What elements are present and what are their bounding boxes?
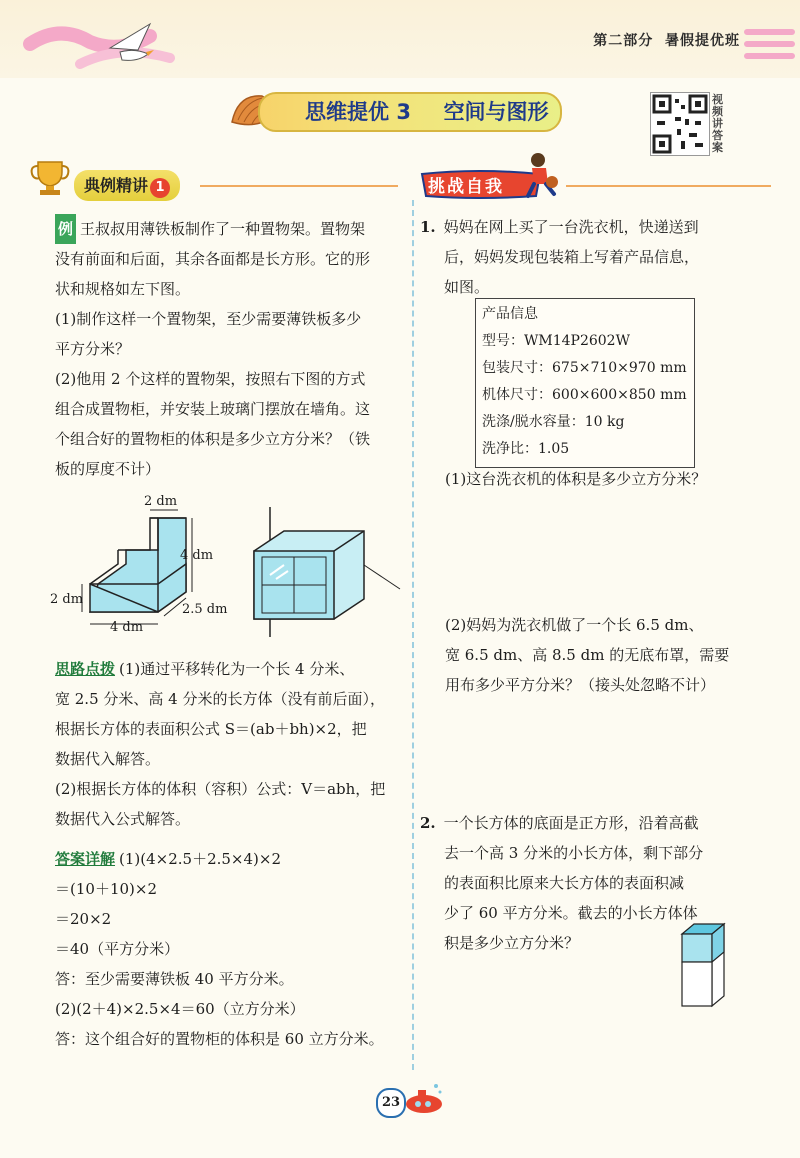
hint-line: 根据长方体的表面积公式 S＝(ab＋bh)×2，把 — [55, 720, 367, 738]
hint-line: 数据代入解答。 — [55, 750, 161, 768]
hint-line: 思路点拨 (1)通过平移转化为一个长 4 分米、 — [55, 660, 355, 678]
answer-line: ＝(10＋10)×2 — [55, 880, 157, 898]
page-title — [305, 96, 549, 126]
q2-line: 少了 60 平方分米。截去的小长方体体 — [444, 904, 698, 922]
section-rule-right — [566, 185, 771, 187]
title-number: 3 — [396, 100, 411, 124]
answer-line: ＝40（平方分米） — [55, 940, 180, 958]
submarine-icon — [402, 1080, 446, 1118]
hint-block — [55, 654, 397, 834]
q1-line: 如图。 — [444, 278, 490, 296]
header-text — [593, 30, 740, 50]
info-title: 产品信息 — [482, 306, 538, 322]
page-number: 23 — [376, 1088, 406, 1118]
example-tag: 例 — [55, 214, 76, 244]
info-row: 洗涤/脱水容量：10 kg — [482, 414, 625, 430]
cuboid-figure — [678, 920, 728, 1012]
answer-line: ＝20×2 — [55, 910, 112, 928]
hint-line: (2)根据长方体的体积（容积）公式：V＝abh，把 — [55, 780, 386, 798]
info-row: 洗净比：1.05 — [482, 441, 570, 457]
dim-depth: 2.5 dm — [182, 602, 228, 617]
q1-sub2-line: (2)妈妈为洗衣机做了一个长 6.5 dm、 — [445, 616, 704, 634]
column-divider — [412, 200, 414, 1070]
q1-sub1: (1)这台洗衣机的体积是多少立方分米？ — [445, 470, 707, 488]
answer-line: 答：这个组合好的置物柜的体积是 60 立方分米。 — [55, 1030, 384, 1048]
question-1 — [420, 212, 765, 302]
hint-tag: 思路点拨 — [55, 660, 116, 678]
header-course: 暑假提优班 — [665, 33, 740, 49]
q2-number: 2. — [420, 814, 436, 832]
q1-line: 后，妈妈发现包装箱上写着产品信息， — [444, 248, 700, 266]
problem-line: 组合成置物柜，并安装上玻璃门摆放在墙角。这 — [55, 400, 371, 418]
section-rule-left — [200, 185, 398, 187]
answer-line: (2)(2＋4)×2.5×4＝60（立方分米） — [55, 1000, 305, 1018]
trophy-icon — [28, 158, 72, 196]
problem-line: 例 王叔叔用薄铁板制作了一种置物架。置物架 — [55, 214, 397, 244]
boy-running-icon — [520, 150, 566, 200]
section-label-text: 典例精讲 — [84, 176, 149, 195]
problem-line: (1)制作这样一个置物架，至少需要薄铁板多少 — [55, 310, 362, 328]
q1-number: 1. — [420, 218, 436, 236]
info-row: 包装尺寸：675×710×970 mm — [482, 360, 687, 376]
q1-sub2-line: 用布多少平方分米？（接头处忽略不计） — [445, 676, 716, 694]
q1-line: 1. 妈妈在网上买了一台洗衣机，快递送到 — [420, 218, 699, 236]
answer-line: 答案详解 (1)(4×2.5＋2.5×4)×2 — [55, 850, 282, 868]
dim-top: 2 dm — [144, 494, 178, 509]
dim-bottom: 4 dm — [110, 620, 144, 635]
problem-line: 没有前面和后面，其余各面都是长方形。它的形 — [55, 250, 371, 268]
info-row: 型号：WM14P2602W — [482, 333, 630, 349]
seagull-illustration — [20, 14, 240, 78]
problem-line: (2)他用 2 个这样的置物架，按照右下图的方式 — [55, 370, 366, 388]
q2-line: 2. 一个长方体的底面是正方形，沿着高截 — [420, 814, 699, 832]
problem-line: 板的厚度不计） — [55, 460, 161, 478]
hint-line: 宽 2.5 分米、高 4 分米的长方体（没有前后面）， — [55, 690, 385, 708]
q1-sub2-line: 宽 6.5 dm、高 8.5 dm 的无底布罩，需要 — [445, 646, 730, 664]
answer-line: 答：至少需要薄铁板 40 平方分米。 — [55, 970, 294, 988]
qr-label: 视频讲答案 — [712, 93, 723, 154]
shelf-figure — [40, 488, 240, 640]
cabinet-figure — [240, 505, 410, 639]
dim-left: 2 dm — [50, 592, 84, 607]
section-label-example — [74, 170, 180, 201]
title-topic: 空间与图形 — [443, 100, 549, 124]
dim-right: 4 dm — [180, 548, 214, 563]
pink-wave-decoration — [742, 22, 800, 62]
q2-line: 的表面积比原来大长方体的表面积减 — [444, 874, 685, 892]
title-label: 思维提优 — [305, 100, 389, 124]
section-number-badge: 1 — [150, 178, 170, 198]
answer-tag: 答案详解 — [55, 850, 116, 868]
q2-line: 积是多少立方分米？ — [444, 934, 580, 952]
problem-line: 平方分米？ — [55, 340, 131, 358]
challenge-label: 挑战自我 — [428, 177, 504, 197]
q2-line: 去一个高 3 分米的小长方体，剩下部分 — [444, 844, 704, 862]
hint-line: 数据代入公式解答。 — [55, 810, 191, 828]
problem-line: 个组合好的置物柜的体积是多少立方分米？（铁 — [55, 430, 371, 448]
info-row: 机体尺寸：600×600×850 mm — [482, 387, 687, 403]
q1-sub2 — [445, 610, 775, 700]
qr-code-icon — [650, 92, 710, 156]
product-info-box — [475, 298, 695, 468]
problem-line: 状和规格如左下图。 — [55, 280, 191, 298]
header-section: 第二部分 — [593, 33, 654, 49]
answer-block — [55, 844, 397, 1054]
example-problem — [55, 214, 397, 484]
